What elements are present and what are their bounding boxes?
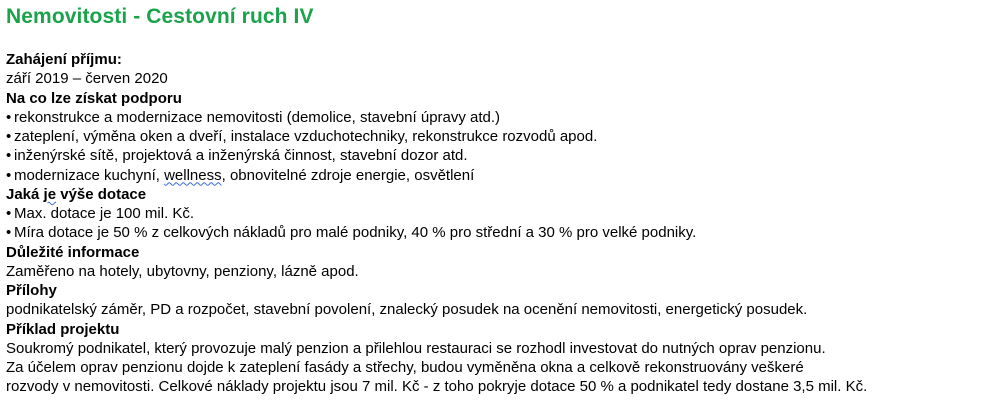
heading-part: výše dotace: [56, 185, 147, 203]
bullet-glyph: •: [6, 224, 12, 242]
start-date-range: září 2019 – červen 2020: [6, 70, 168, 88]
bullet-glyph: •: [6, 147, 12, 165]
example-line: Za účelem oprav penzionu dojde k zateplení fasády a střechy, budou vyměněna okna a celkově rekonstruovány veškeré: [6, 359, 804, 376]
section-heading-attachments: Přílohy: [6, 282, 57, 299]
support-item-text: inženýrské sítě, projektová a inženýrská činnost, stavební dozor atd.: [14, 147, 468, 165]
support-item-text: zateplení, výměna oken a dveří, instalace vzduchotechniky, rekonstrukce rozvodů apod.: [14, 128, 598, 145]
spellcheck-word: wellness: [164, 166, 222, 184]
amount-item: [6, 204, 1000, 223]
section-heading-info: Důležité informace: [6, 243, 140, 261]
amount-item-text: Míra dotace je 50 % z celkových nákladů pro malé podniky, 40 % pro střední a 30 % pro velké podniky.: [14, 224, 697, 242]
attachments-text: podnikatelský záměr, PD a rozpočet, stavební povolení, znalecký posudek na ocenění nemovitosti, energetický posudek.: [6, 301, 808, 319]
support-item: [6, 146, 1000, 165]
section-heading-example: Příklad projektu: [6, 320, 120, 338]
bullet-glyph: •: [6, 128, 12, 145]
page-title: Nemovitosti - Cestovní ruch IV: [6, 5, 314, 28]
example-line: rozvody v nemovitosti. Celkové náklady projektu jsou 7 mil. Kč - z toho pokryje dotace 50 % a podnikatel tedy dostane 3,5 mil. Kč.: [6, 378, 868, 396]
support-item-text-part: modernizace kuchyní,: [14, 166, 165, 184]
heading-part: Jaká: [6, 185, 44, 203]
section-heading-start: Zahájení příjmu:: [6, 51, 122, 68]
info-text: Zaměřeno na hotely, ubytovny, penziony, lázně apod.: [6, 262, 359, 280]
support-item: [6, 108, 1000, 127]
support-item-text-part: , obnovitelné zdroje energie, osvětlení: [221, 166, 475, 184]
example-line: Soukromý podnikatel, který provozuje malý penzion a přilehlou restauraci se rozhodl investovat do nutných oprav penzionu.: [6, 339, 826, 357]
bullet-glyph: •: [6, 205, 12, 222]
document-body: [6, 50, 1000, 397]
section-heading-amount: [6, 185, 1000, 204]
amount-item: [6, 223, 1000, 242]
bullet-glyph: •: [6, 166, 12, 184]
amount-item-text: Max. dotace je 100 mil. Kč.: [14, 205, 195, 222]
support-item-text: rekonstrukce a modernizace nemovitosti (demolice, stavební úpravy atd.): [14, 108, 501, 126]
bullet-glyph: •: [6, 108, 12, 126]
support-item: [6, 127, 1000, 146]
support-item: [6, 166, 1000, 185]
spellcheck-word: je: [43, 185, 57, 203]
section-heading-support: Na co lze získat podporu: [6, 89, 182, 107]
